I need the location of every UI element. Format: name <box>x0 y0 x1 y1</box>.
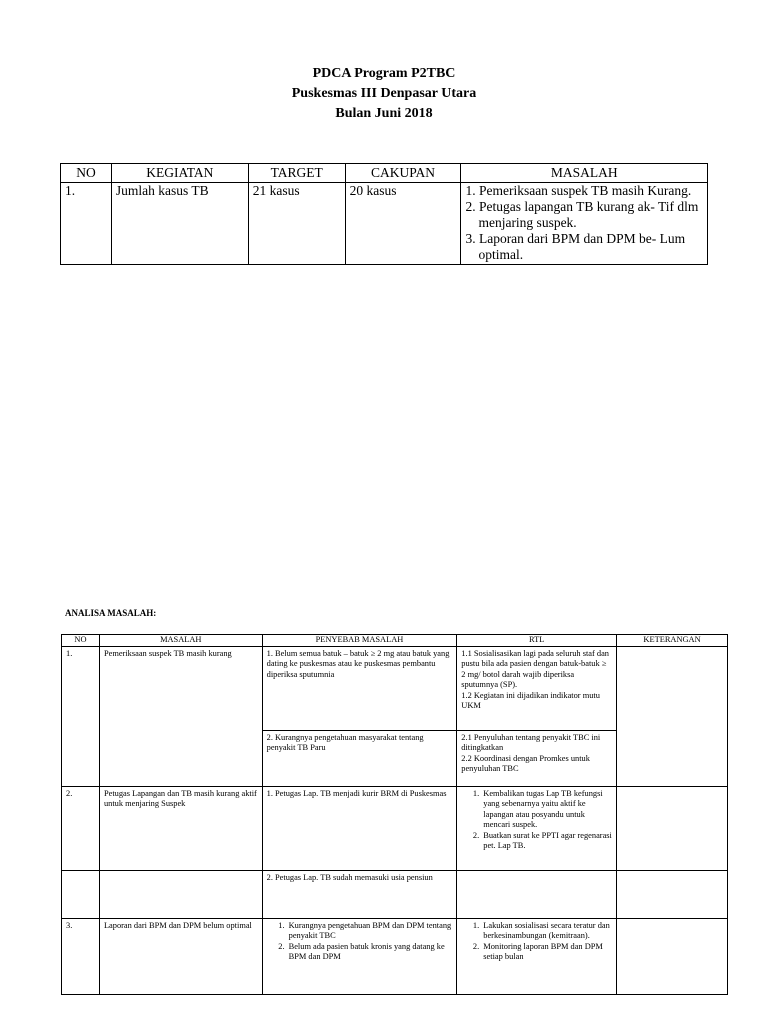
cell-no: 1. <box>62 647 100 787</box>
list-item: 3. Laporan dari BPM dan DPM be- Lum optimal. <box>465 231 686 262</box>
title-line-1: PDCA Program P2TBC <box>312 66 456 81</box>
cell-target: 21 kasus <box>248 183 345 265</box>
cell-rtl <box>457 647 617 731</box>
cell-masalah: Pemeriksaan suspek TB masih kurang <box>99 647 262 787</box>
header-no: NO <box>62 635 100 647</box>
analisa-heading: ANALISA MASALAH: <box>65 608 157 618</box>
header-kegiatan: KEGIATAN <box>111 164 248 183</box>
title-line-2: Puskesmas III Denpasar Utara <box>291 86 477 101</box>
cell-masalah <box>461 183 708 265</box>
cell-rtl <box>457 919 617 995</box>
cell-penyebab: 1. Petugas Lap. TB menjadi kurir BRM di Puskesmas <box>262 787 457 871</box>
header-masalah: MASALAH <box>99 635 262 647</box>
table-header-row <box>61 164 708 183</box>
header-cakupan: CAKUPAN <box>345 164 461 183</box>
cell-keterangan-empty <box>617 871 728 919</box>
table-row <box>62 871 728 919</box>
header-rtl: RTL <box>457 635 617 647</box>
header-keterangan: KETERANGAN <box>617 635 728 647</box>
list-item: 1. Kembalikan tugas Lap TB kefungsi yang sebenarnya yaitu aktif ke lapangan atau posyandu untuk mencari suspek. <box>481 789 612 831</box>
list-item: 1. Pemeriksaan suspek TB masih Kurang. <box>465 183 692 198</box>
penyebab-list <box>287 921 453 963</box>
cell-no: 1. <box>61 183 112 265</box>
cell-rtl <box>457 787 617 871</box>
cell-cakupan: 20 kasus <box>345 183 461 265</box>
list-item: 2. Monitoring laporan BPM dan DPM setiap bulan <box>481 942 612 963</box>
list-item: 1. Kurangnya pengetahuan BPM dan DPM tentang penyakit TBC <box>287 921 453 942</box>
cell-no: 2. <box>62 787 100 871</box>
cell-keterangan <box>617 647 728 787</box>
list-item: 1.2 Kegiatan ini dijadikan indikator mutu UKM <box>461 690 600 711</box>
header-penyebab: PENYEBAB MASALAH <box>262 635 457 647</box>
header-no: NO <box>61 164 112 183</box>
list-item: 2. Petugas lapangan TB kurang ak- Tif dlm menjaring suspek. <box>465 199 699 230</box>
cell-penyebab <box>262 919 457 995</box>
header-masalah: MASALAH <box>461 164 708 183</box>
title-line-3: Bulan Juni 2018 <box>335 106 433 121</box>
cell-penyebab: 2. Kurangnya pengetahuan masyarakat tentang penyakit TB Paru <box>262 731 457 787</box>
list-item: 2. Belum ada pasien batuk kronis yang datang ke BPM dan DPM <box>287 942 453 963</box>
rtl-list <box>461 733 612 775</box>
cell-rtl <box>457 731 617 787</box>
header-target: TARGET <box>248 164 345 183</box>
table-header-row <box>62 635 728 647</box>
cell-rtl-empty <box>457 871 617 919</box>
list-item: 2.2 Koordinasi dengan Promkes untuk penyuluhan TBC <box>461 753 590 774</box>
cell-masalah-empty <box>99 871 262 919</box>
list-item: 1. Lakukan sosialisasi secara teratur dan berkesinambungan (kemitraan). <box>481 921 612 942</box>
rtl-list <box>481 921 612 963</box>
table-row <box>62 647 728 731</box>
cell-keterangan <box>617 919 728 995</box>
rtl-list <box>481 789 612 851</box>
cell-keterangan <box>617 787 728 871</box>
document-title <box>0 64 768 124</box>
rtl-list <box>461 649 612 711</box>
masalah-list <box>465 183 703 263</box>
cell-no-empty <box>62 871 100 919</box>
pdca-summary-table <box>60 163 708 265</box>
table-row <box>61 183 708 265</box>
analisa-masalah-table <box>61 634 728 995</box>
list-item: 1.1 Sosialisasikan lagi pada seluruh staf dan pustu bila ada pasien dengan batuk-batuk ≥ 2 mg/ botol darah wajib diperiksa sputumnya (SP). <box>461 649 609 690</box>
table-row <box>62 919 728 995</box>
list-item: 2. Buatkan surat ke PPTI agar regenarasi pet. Lap TB. <box>481 831 612 852</box>
list-item: 2.1 Penyuluhan tentang penyakit TBC ini ditingkatkan <box>461 733 601 753</box>
cell-kegiatan: Jumlah kasus TB <box>111 183 248 265</box>
table-row <box>62 787 728 871</box>
cell-no: 3. <box>62 919 100 995</box>
cell-masalah: Laporan dari BPM dan DPM belum optimal <box>99 919 262 995</box>
cell-penyebab: 2. Petugas Lap. TB sudah memasuki usia pensiun <box>262 871 457 919</box>
cell-penyebab: 1. Belum semua batuk – batuk ≥ 2 mg atau batuk yang dating ke puskesmas atau ke puskesmas pembantu diperiksa sputumnia <box>262 647 457 731</box>
cell-masalah: Petugas Lapangan dan TB masih kurang aktif untuk menjaring Suspek <box>99 787 262 871</box>
